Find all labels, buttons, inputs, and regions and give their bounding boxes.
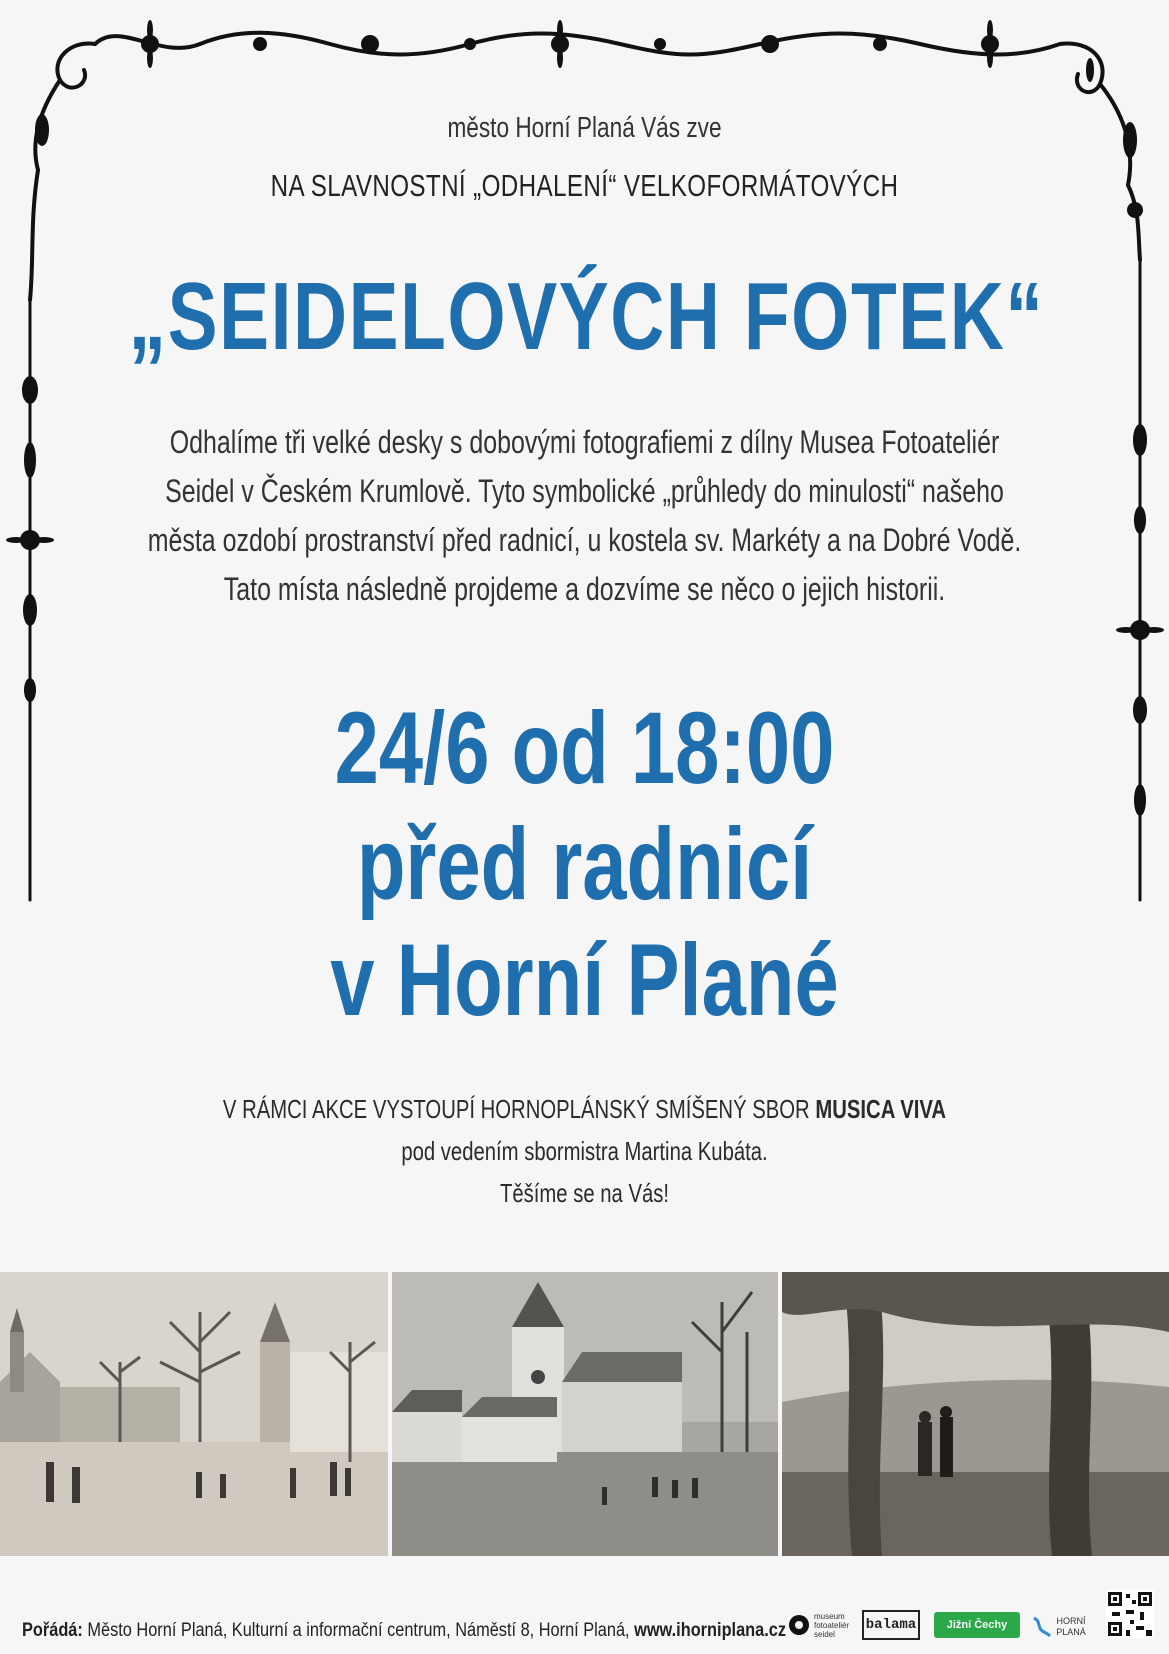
jizni-cechy-text: Jižní Čechy	[946, 1619, 1008, 1631]
description-line: Tato místa následně projdeme a dozvíme se něco o jejich historii.	[223, 571, 946, 607]
photo-town-square	[0, 1272, 388, 1556]
organizer-text: Město Horní Planá, Kulturní a informační centrum, Náměstí 8, Horní Planá,	[87, 1620, 630, 1641]
intro-line: město Horní Planá Vás zve	[447, 112, 722, 144]
program-info	[0, 1088, 1169, 1214]
balama-logo	[862, 1610, 920, 1640]
description-line: Seidel v Českém Krumlově. Tyto symbolické „průhledy do minulosti“ našeho	[165, 473, 1004, 509]
subheading	[0, 168, 1169, 204]
closing-line: Těšíme se na Vás!	[499, 1178, 670, 1208]
museum-logo-text: museum fotoateliér seidel	[814, 1612, 850, 1639]
event-datetime: 24/6 od 18:00	[334, 691, 835, 805]
description-line: Odhalíme tři velké desky s dobovými fotografiemi z dílny Musea Fotoateliér	[169, 424, 1000, 460]
conductor-line: pod vedením sbormistra Martina Kubáta.	[401, 1136, 768, 1166]
horni-plana-text: HORNÍ PLANÁ	[1056, 1616, 1086, 1637]
wave-icon	[1032, 1614, 1052, 1638]
page-title	[0, 262, 1169, 372]
event-details	[0, 690, 1169, 1038]
event-place-line1: před radnicí	[356, 807, 813, 921]
subheading-line: NA SLAVNOSTNÍ „ODHALENÍ“ VELKOFORMÁTOVÝCH	[270, 168, 899, 203]
event-place-line2: v Horní Plané	[330, 923, 839, 1037]
photo-couple	[782, 1272, 1169, 1556]
description	[0, 418, 1169, 614]
title-text: „SEIDELOVÝCH FOTEK“	[128, 263, 1045, 370]
intro-text	[0, 112, 1169, 145]
aperture-icon	[788, 1614, 810, 1636]
choir-name: MUSICA VIVA	[815, 1094, 947, 1124]
qr-code-icon	[1106, 1590, 1154, 1638]
organizer-label: Pořádá:	[22, 1620, 83, 1641]
jizni-cechy-logo	[934, 1612, 1020, 1638]
website-link[interactable]: www.ihorniplana.cz	[634, 1620, 787, 1641]
qr-code[interactable]	[1106, 1590, 1154, 1638]
choir-line	[129, 1088, 1041, 1130]
horni-plana-logo	[1032, 1610, 1092, 1644]
description-line: města ozdobí prostranství před radnicí, u kostela sv. Markéty a na Dobré Vodě.	[147, 522, 1022, 558]
choir-prefix: V RÁMCI AKCE VYSTOUPÍ HORNOPLÁNSKÝ SMÍŠENÝ SBOR	[222, 1094, 810, 1124]
photo-church	[392, 1272, 778, 1556]
balama-text: balama	[865, 1617, 917, 1633]
footer-organizer	[22, 1620, 786, 1642]
museum-seidel-logo	[788, 1610, 856, 1640]
